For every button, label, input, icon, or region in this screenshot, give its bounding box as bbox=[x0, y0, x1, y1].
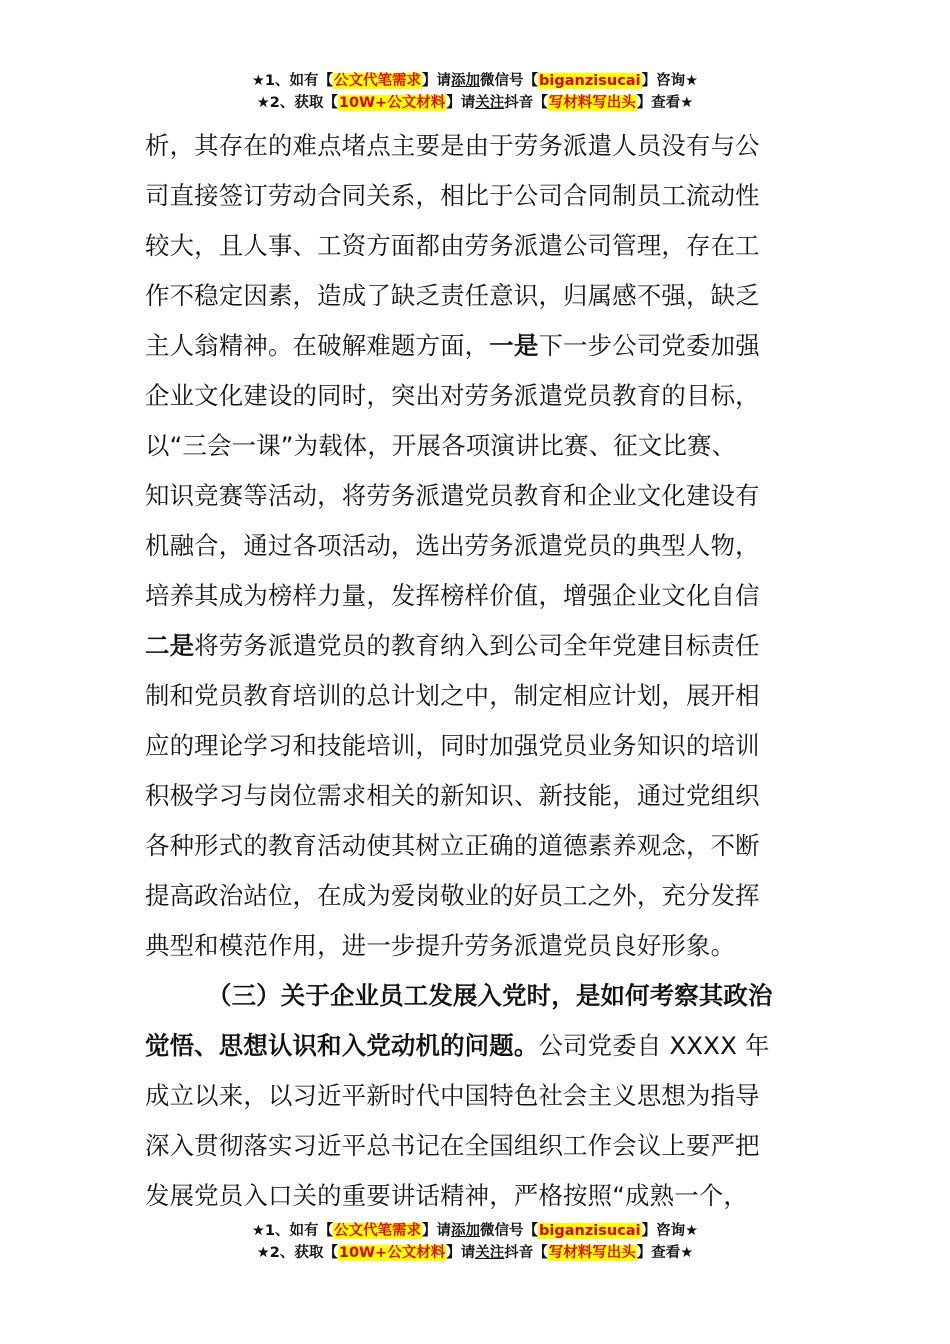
body-line: 发展党员入口关的重要讲话精神，严格按照“成熟一个， bbox=[145, 1181, 749, 1210]
banner-highlight: 公文代笔需求 bbox=[334, 1223, 422, 1239]
body-line bbox=[145, 321, 807, 371]
header-banner bbox=[0, 70, 950, 114]
banner-text: 】请 bbox=[446, 1245, 476, 1261]
banner-line-1 bbox=[0, 70, 950, 92]
body-text: 主人翁精神。在破解难题方面， bbox=[145, 331, 490, 360]
banner-highlight: 10W+公文材料 bbox=[338, 95, 446, 111]
banner-highlight: 10W+公文材料 bbox=[338, 1245, 446, 1261]
section-heading-cont: 觉悟、思想认识和入党动机的问题。 bbox=[145, 1031, 539, 1060]
banner-underline: 关注 bbox=[475, 95, 505, 111]
body-line: 各种形式的教育活动使其树立正确的道德素养观念，不断 bbox=[145, 831, 760, 860]
banner-underline: 添加 bbox=[451, 73, 481, 89]
body-line: 提高政治站位，在成为爱岗敬业的好员工之外，充分发挥 bbox=[145, 881, 760, 910]
body-line: 作不稳定因素，造成了缺乏责任意识，归属感不强，缺乏 bbox=[145, 281, 760, 310]
banner-text: 】咨询★ bbox=[641, 73, 699, 89]
body-line: 成立以来，以习近平新时代中国特色社会主义思想为指导 bbox=[145, 1081, 760, 1110]
body-line: 积极学习与岗位需求相关的新知识、新技能，通过党组织 bbox=[145, 781, 760, 810]
banner-line-2 bbox=[0, 1242, 950, 1264]
banner-highlight: biganzisucai bbox=[539, 73, 641, 89]
banner-text: ★2、获取【 bbox=[256, 1245, 338, 1261]
banner-line-1 bbox=[0, 1220, 950, 1242]
bold-marker: 一是 bbox=[489, 331, 539, 360]
banner-text: 微信号【 bbox=[480, 1223, 539, 1239]
body-text: 下一步公司党委加强 bbox=[538, 331, 760, 360]
body-line bbox=[145, 1021, 807, 1071]
body-line: 深入贯彻落实习近平总书记在全国组织工作会议上要严把 bbox=[145, 1131, 760, 1160]
banner-text: 抖音【 bbox=[504, 95, 548, 111]
banner-text: 】请 bbox=[446, 95, 476, 111]
banner-text: 微信号【 bbox=[480, 73, 539, 89]
body-line bbox=[145, 621, 807, 671]
body-line: 以“三会一课”为载体，开展各项演讲比赛、征文比赛、 bbox=[145, 431, 737, 460]
body-text: 将劳务派遣党员的教育纳入到公司全年党建目标责任 bbox=[194, 631, 760, 660]
banner-highlight: biganzisucai bbox=[539, 1223, 641, 1239]
banner-text: 】请 bbox=[422, 73, 452, 89]
banner-highlight: 写材料写出头 bbox=[548, 95, 636, 111]
banner-text: 】请 bbox=[422, 1223, 452, 1239]
body-line: 知识竞赛等活动，将劳务派遣党员教育和企业文化建设有 bbox=[145, 481, 760, 510]
footer-banner bbox=[0, 1220, 950, 1264]
document-body bbox=[145, 121, 807, 1221]
banner-text: 】咨询★ bbox=[641, 1223, 699, 1239]
banner-text: 】查看★ bbox=[636, 1245, 694, 1261]
banner-underline: 添加 bbox=[451, 1223, 481, 1239]
body-line: 应的理论学习和技能培训，同时加强党员业务知识的培训 bbox=[145, 731, 760, 760]
banner-text: ★1、如有【 bbox=[251, 1223, 334, 1239]
body-text: 公司党委自 XXXX 年 bbox=[538, 1031, 770, 1060]
banner-underline: 关注 bbox=[475, 1245, 505, 1261]
body-line: 制和党员教育培训的总计划之中，制定相应计划，展开相 bbox=[145, 681, 760, 710]
banner-text: 】查看★ bbox=[636, 95, 694, 111]
body-line: 企业文化建设的同时，突出对劳务派遣党员教育的目标， bbox=[145, 381, 760, 410]
body-line: 培养其成为榜样力量，发挥榜样价值，增强企业文化自信 bbox=[145, 581, 760, 610]
section-heading: （三）关于企业员工发展入党时，是如何考察其政治 bbox=[207, 981, 773, 1010]
body-line: 较大，且人事、工资方面都由劳务派遣公司管理，存在工 bbox=[145, 231, 760, 260]
banner-highlight: 写材料写出头 bbox=[548, 1245, 636, 1261]
body-line: 机融合，通过各项活动，选出劳务派遣党员的典型人物， bbox=[145, 531, 760, 560]
banner-text: ★2、获取【 bbox=[256, 95, 338, 111]
body-line: 司直接签订劳动合同关系，相比于公司合同制员工流动性 bbox=[145, 181, 760, 210]
banner-text: 抖音【 bbox=[504, 1245, 548, 1261]
banner-highlight: 公文代笔需求 bbox=[334, 73, 422, 89]
banner-line-2 bbox=[0, 92, 950, 114]
body-line: 典型和模范作用，进一步提升劳务派遣党员良好形象。 bbox=[145, 931, 736, 960]
bold-marker: 二是 bbox=[145, 631, 195, 660]
banner-text: ★1、如有【 bbox=[251, 73, 334, 89]
body-line: 析，其存在的难点堵点主要是由于劳务派遣人员没有与公 bbox=[145, 131, 760, 160]
